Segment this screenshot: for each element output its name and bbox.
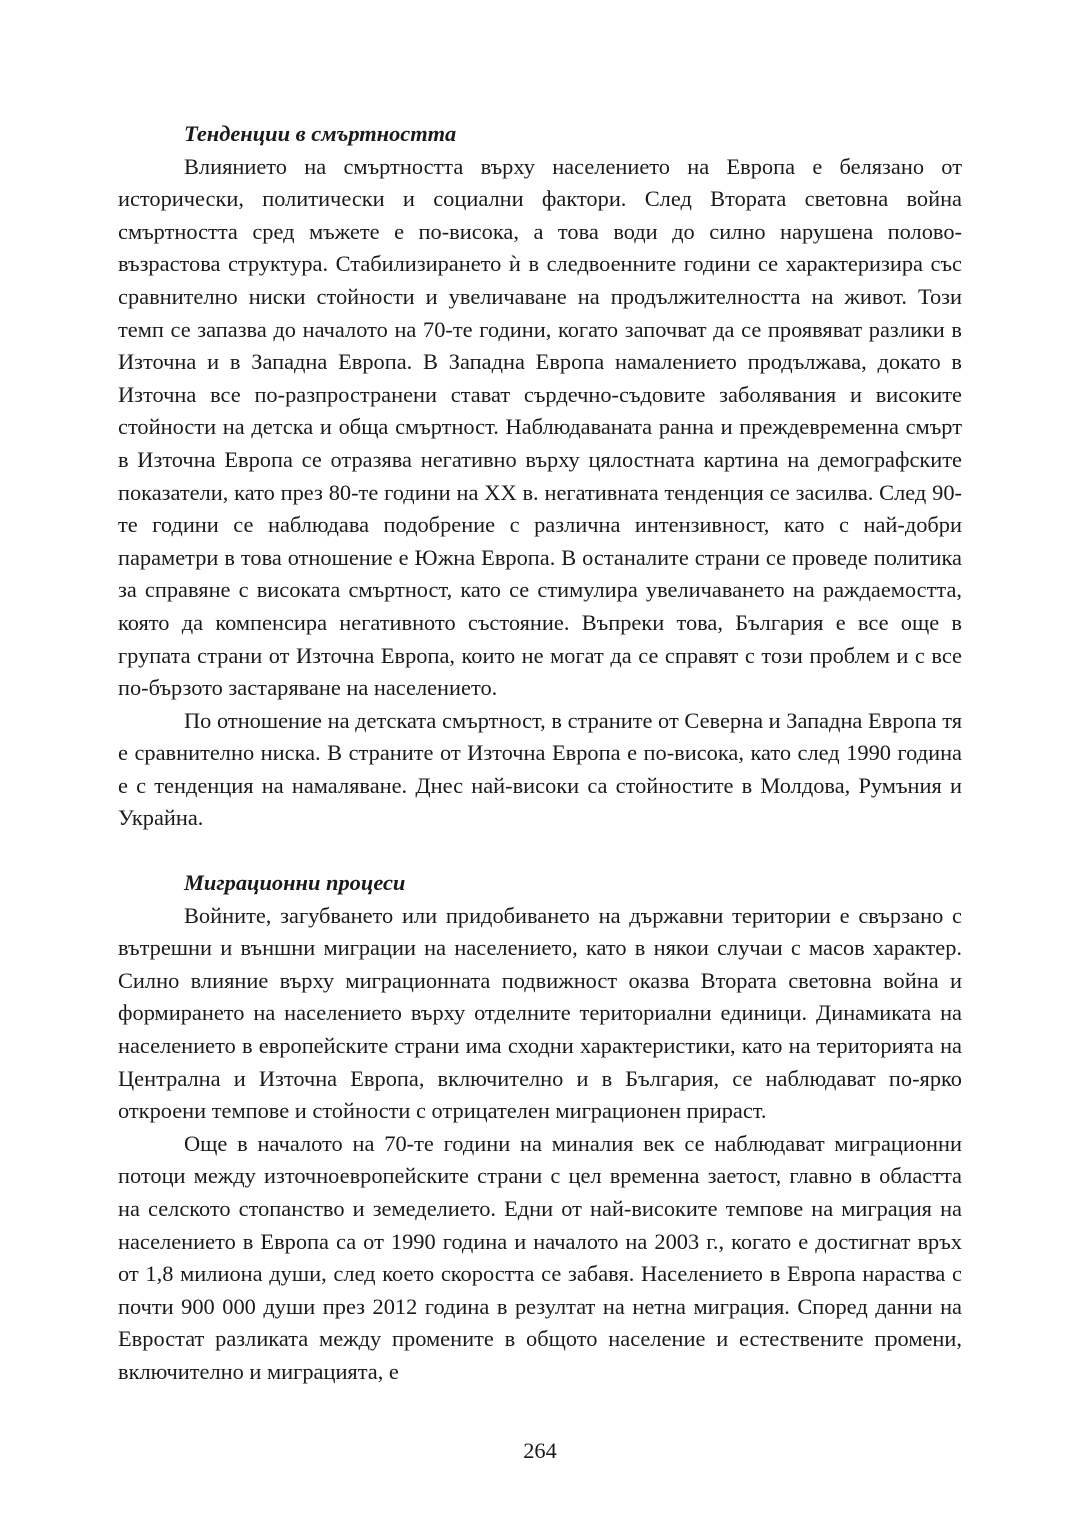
paragraph: Влиянието на смъртността върху населението на Европа е белязано от исторически, политически и социални фактори. След Втората световна война смъртността сред мъжете е по-висока, а това води до силно нарушена полово-възрастова структура. Стабилизирането ѝ в следвоенните години се характеризира със сравнително ниски стойности и увеличаване на продължителността на живот. Този темп се запазва до началото на 70-те години, когато започват да се проявяват разлики в Източна и в Западна Европа. В Западна Европа намалението продължава, докато в Източна все по-разпространени стават сърдечно-съдовите заболявания и високите стойности на детска и обща смъртност. Наблюдаваната ранна и преждевременна смърт в Източна Европа се отразява негативно върху цялостната картина на демографските показатели, като през 80-те години на XX в. негативната тенденция се засилва. След 90-те години се наблюдава подобрение с различна интензивност, като с най-добри параметри в това отношение е Южна Европа. В останалите страни се проведе политика за справяне с високата смъртност, като се стимулира увеличаването на раждаемостта, която да компенсира негативното състояние. Въпреки това, България е все още в групата страни от Източна Европа, които не могат да се справят с този проблем и с все по-бързото застаряване на населението. [118, 153, 962, 701]
section-spacer [118, 835, 962, 867]
paragraph: Още в началото на 70-те години на миналия век се наблюдават миграционни потоци между източноевропейските страни с цел временна заетост, главно в областта на селското стопанство и земеделието. Едни от най-високите темпове на миграция на населението в Европа са от 1990 година и началото на 2003 г., когато е достигнат връх от 1,8 милиона души, след което скоростта се забавя. Населението в Европа нараства с почти 900 000 души през 2012 година в резултат на нетна миграция. Според данни на Евростат разликата между промените в общото население и естествените промени, включително и миграцията, е [118, 1130, 962, 1384]
section-heading-migration: Миграционни процеси [184, 870, 406, 896]
paragraph: По отношение на детската смъртност, в страните от Северна и Западна Европа тя е сравнително ниска. В страните от Източна Европа е по-висока, като след 1990 година е с тенденция на намаляване. Днес най-високи са стойностите в Молдова, Румъния и Украйна. [118, 707, 962, 831]
paragraph: Войните, загубването или придобиването на държавни територии е свързано с вътрешни и външни миграции на населението, като в някои случаи с масов характер. Силно влияние върху миграционната подвижност оказва Втората световна война и формирането на населението върху отделните териториални единици. Динамиката на населението в европейските страни има сходни характеристики, като на територията на Централна и Източна Европа, включително и в България, се наблюдават по-ярко откроени темпове и стойности с отрицателен миграционен прираст. [118, 902, 962, 1124]
section-heading-mortality: Тенденции в смъртността [184, 121, 457, 146]
page-body [118, 118, 962, 1389]
page-number: 264 [523, 1438, 557, 1463]
